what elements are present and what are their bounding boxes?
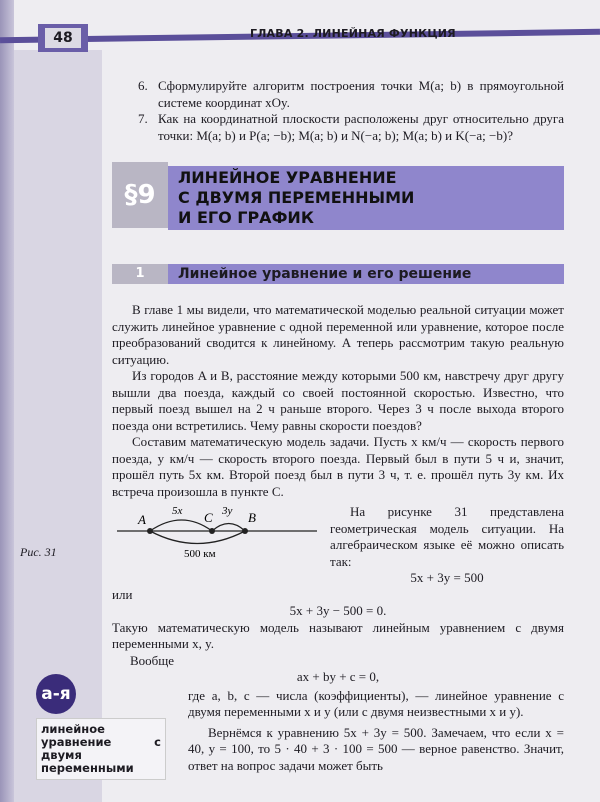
label-5x: 5x xyxy=(172,505,183,517)
equation-3: ax + by + c = 0, xyxy=(296,669,380,684)
side-text xyxy=(322,504,564,587)
label-b: B xyxy=(248,510,256,525)
paragraph: На рисунке 31 представлена геометрическая модель ситуации. На алгебраическом языке её можно описать так: xyxy=(330,504,564,569)
paragraph-4 xyxy=(112,620,564,653)
figure-row xyxy=(20,504,564,587)
question-text: Как на координатной плоскости расположены друг относительно друга точки: M(a; b) и P(a; −b); M(a; b) и N(−a; b); M(a; b) и K(−a; −b)? xyxy=(158,111,564,143)
paragraph: Из городов A и B, расстояние между которыми 500 км, навстречу друг другу вышли два поезда, каждый со своей постоянной скоростью. Известно, что первый поезд вышел на 2 ч раньше второго. Через 3 ч после выхода второго поезда они встретились. Чему равны скорости поездов? xyxy=(112,368,564,433)
section-header xyxy=(112,162,564,230)
paragraph: В главе 1 мы видели, что математической моделью реальной ситуации может служить линейное уравнение с одной переменной или уравнение, которое после преобразований сводится к линейному. А теперь рассмотрим такую реальную ситуацию. xyxy=(112,302,564,367)
paragraph: Составим математическую модель задачи. Пусть x км/ч — скорость первого поезда, y км/ч — скорость второго поезда. Первый был в пути 5 ч и, значит, прошёл путь 5x км. Второй поезд был в пути 3 ч, т. е. прошёл путь 3y км. Их встреча произошла в пункте C. xyxy=(112,434,564,499)
chapter-title: ГЛАВА 2. ЛИНЕЙНАЯ ФУНКЦИЯ xyxy=(250,27,456,40)
or-text: или xyxy=(112,586,133,602)
definition: где a, b, c — числа (коэффициенты), — линейное уравнение с двумя переменными x и y (или с двумя неизвестными x и y). xyxy=(188,687,564,719)
title-line: ЛИНЕЙНОЕ УРАВНЕНИЕ xyxy=(178,168,397,187)
equation-1: 5x + 3y = 500 xyxy=(410,570,484,585)
label-a: A xyxy=(138,512,146,527)
question-6 xyxy=(112,78,564,111)
main-column xyxy=(20,78,564,794)
subsection-title: Линейное уравнение и его решение xyxy=(168,264,564,284)
label-c: C xyxy=(204,510,213,525)
glossary-logo-icon: а-я xyxy=(36,674,76,714)
figure-31-diagram xyxy=(112,504,322,564)
question-text: Сформулируйте алгоритм построения точки M(a; b) в прямоугольной системе координат xOy. xyxy=(158,78,564,110)
glossary-term: линейное уравнение с двумя переменными xyxy=(36,718,166,780)
generally-text: Вообще xyxy=(130,652,175,668)
paragraph-6: Вернёмся к уравнению 5x + 3y = 500. Замечаем, что если x = 40, y = 100, то 5 · 40 + 3 · 100 = 500 — верное равенство. Значит, ответ на вопрос задачи может быть xyxy=(188,724,564,773)
section-title xyxy=(168,166,564,230)
paragraph: Такую математическую модель называют линейным уравнением с двумя переменными x, y. xyxy=(112,619,564,651)
section-number: §9 xyxy=(112,162,168,228)
question-number: 7. xyxy=(138,111,148,126)
title-line: С ДВУМЯ ПЕРЕМЕННЫМИ xyxy=(178,188,415,207)
question-7 xyxy=(112,111,564,144)
subsection-number: 1 xyxy=(112,264,168,284)
question-number: 6. xyxy=(138,78,148,93)
body-text xyxy=(112,302,564,500)
figure-caption: Рис. 31 xyxy=(20,545,57,559)
label-500km: 500 км xyxy=(184,548,216,560)
equation-2: 5x + 3y − 500 = 0. xyxy=(289,603,387,618)
title-line: И ЕГО ГРАФИК xyxy=(178,208,314,227)
page-margin xyxy=(0,0,14,802)
subsection-header xyxy=(112,264,564,284)
label-3y: 3y xyxy=(222,505,233,517)
page-number-box xyxy=(38,24,88,52)
definition-row xyxy=(41,683,564,775)
page-number: 48 xyxy=(45,28,81,48)
